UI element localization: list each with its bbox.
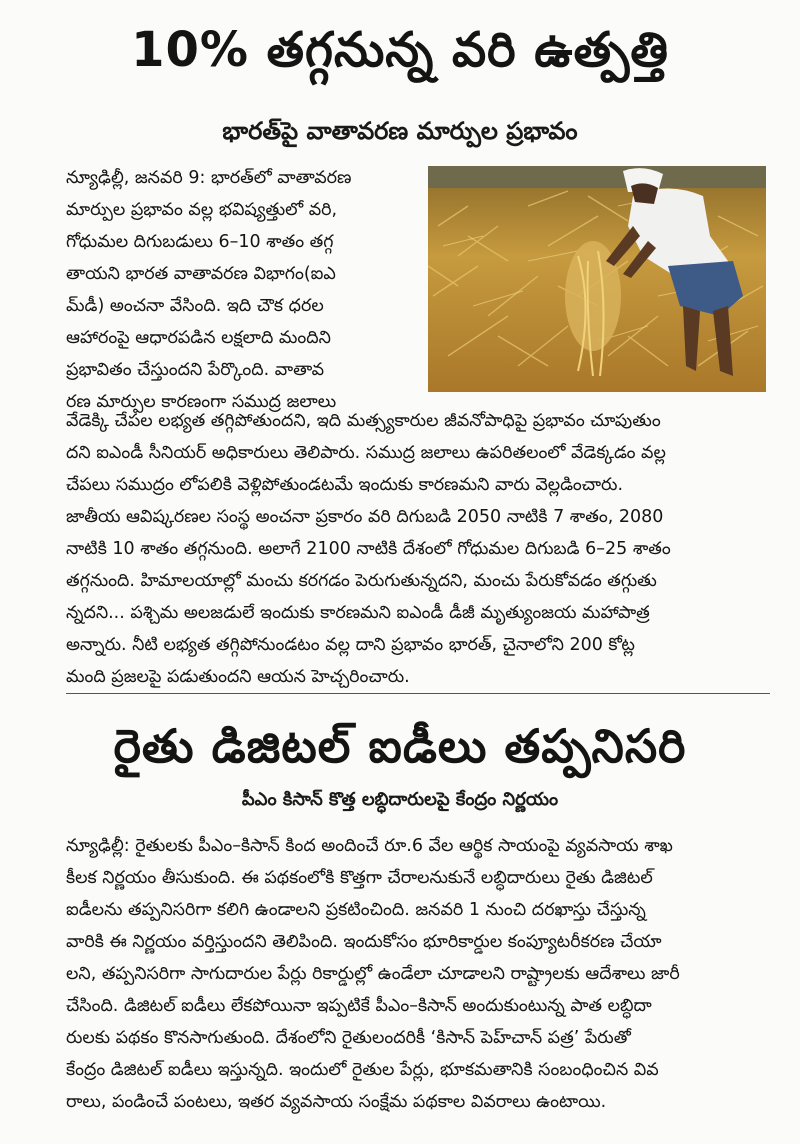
article2-subheadline: పీఎం కిసాన్ కొత్త లబ్ధిదారులపై కేంద్రం నిర్ణయం <box>241 789 559 810</box>
article1-line: మంది ప్రజలపై పడుతుందని ఆయన హెచ్చరించారు. <box>66 667 410 687</box>
article1-line: రణ మార్పుల కారణంగా సముద్ర జలాలు <box>66 392 337 412</box>
article1-subheadline: భారత్‌పై వాతావరణ మార్పుల ప్రభావం <box>222 117 578 145</box>
article1-line: దని ఐఎండీ సీనియర్ అధికారులు తెలిపారు. సముద్ర జలాలు ఉపరితలంలో వేడెక్కడం వల్ల <box>66 443 666 463</box>
article1-line: ఆహారంపై ఆధారపడిన లక్షలాది మందిని <box>66 328 331 348</box>
article1-headline: 10% తగ్గనున్న వరి ఉత్పత్తి <box>131 22 669 78</box>
article1-line: మార్పుల ప్రభావం వల్ల భవిష్యత్తులో వరి, <box>66 200 338 220</box>
article2-line: కేంద్రం డిజిటల్ ఐడీలు ఇస్తున్నది. ఇందులో రైతుల పేర్లు, భూకమతానికి సంబంధించిన వివ <box>66 1060 659 1080</box>
article2-line: చేసింది. డిజిటల్ ఐడీలు లేకపోయినా ఇప్పటికే పీఎం–కిసాన్ అందుకుంటున్న పాత లబ్ధిదా <box>66 996 652 1016</box>
article1-line: జాతీయ ఆవిష్కరణల సంస్థ అంచనా ప్రకారం వరి దిగుబడి 2050 నాటికి 7 శాతం, 2080 <box>66 507 664 527</box>
article1-line: మ్‌డీ) అంచనా వేసింది. ఇది చౌక ధరల <box>66 296 324 316</box>
article1-line: చేపలు సముద్రం లోపలికి వెళ్లిపోతుండటమే ఇందుకు కారణమని వారు వెల్లడించారు. <box>66 475 624 495</box>
article2-line: వారికి ఈ నిర్ణయం వర్తిస్తుందని తెలిపింది. ఇందుకోసం భూరికార్డుల కంప్యూటరీకరణ చేయా <box>66 932 662 952</box>
article1-line: గోధుమల దిగుబడులు 6–10 శాతం తగ్గ <box>66 232 334 252</box>
article1-line: తాయని భారత వాతావరణ విభాగం(ఐఎ <box>66 264 336 284</box>
article1-line: న్నదని... పశ్చిమ అలజడులే ఇందుకు కారణమని ఐఎండీ డీజీ మృత్యుంజయ మహాపాత్ర <box>66 603 650 623</box>
article2-line: కీలక నిర్ణయం తీసుకుంది. ఈ పథకంలోకి కొత్తగా చేరాలనుకునే లబ్ధిదారులు రైతు డిజిటల్ <box>66 868 653 888</box>
section-divider <box>66 693 770 694</box>
article2-line: రులకు పథకం కొనసాగుతుంది. దేశంలోని రైతులందరికీ ‘కిసాన్ పెహ్‌చాన్ పత్ర’ పేరుతో <box>66 1028 631 1048</box>
farmer-paddy-field-photo <box>428 166 766 392</box>
article1-line: వేడెక్కి చేపల లభ్యత తగ్గిపోతుందని, ఇది మత్స్యకారుల జీవనోపాధిపై ప్రభావం చూపుతుం <box>66 411 661 431</box>
article1-line: ప్రభావితం చేస్తుందని పేర్కొంది. వాతావ <box>66 360 325 380</box>
article1-line: అన్నారు. నీటి లభ్యత తగ్గిపోనుండటం వల్ల దాని ప్రభావం భారత్, చైనాలోని 200 కోట్ల <box>66 635 635 655</box>
article1-line: తగ్గనుంది. హిమాలయాల్లో మంచు కరగడం పెరుగుతున్నదని, మంచు పేరుకోవడం తగ్గుతు <box>66 571 657 591</box>
article2-line: రాలు, పండించే పంటలు, ఇతర వ్యవసాయ సంక్షేమ పథకాల వివరాలు ఉంటాయి. <box>66 1092 607 1112</box>
article2-line: న్యూఢిల్లీ: రైతులకు పీఎం–కిసాన్ కింద అందించే రూ.6 వేల ఆర్థిక సాయంపై వ్యవసాయ శాఖ <box>66 836 673 856</box>
article1-line: న్యూఢిల్లీ, జనవరి 9: భారత్‌లో వాతావరణ <box>66 168 352 188</box>
article2-line: లని, తప్పనిసరిగా సాగుదారుల పేర్లు రికార్డుల్లో ఉండేలా చూడాలని రాష్ట్రాలకు ఆదేశాలు జారీ <box>66 964 680 984</box>
article2-line: ఐడీలను తప్పనిసరిగా కలిగి ఉండాలని ప్రకటించింది. జనవరి 1 నుంచి దరఖాస్తు చేస్తున్న <box>66 900 646 920</box>
article2-headline: రైతు డిజిటల్ ఐడీలు తప్పనిసరి <box>113 719 687 773</box>
article1-line: నాటికి 10 శాతం తగ్గనుంది. అలాగే 2100 నాటికి దేశంలో గోధుమల దిగుబడి 6–25 శాతం <box>66 539 671 559</box>
